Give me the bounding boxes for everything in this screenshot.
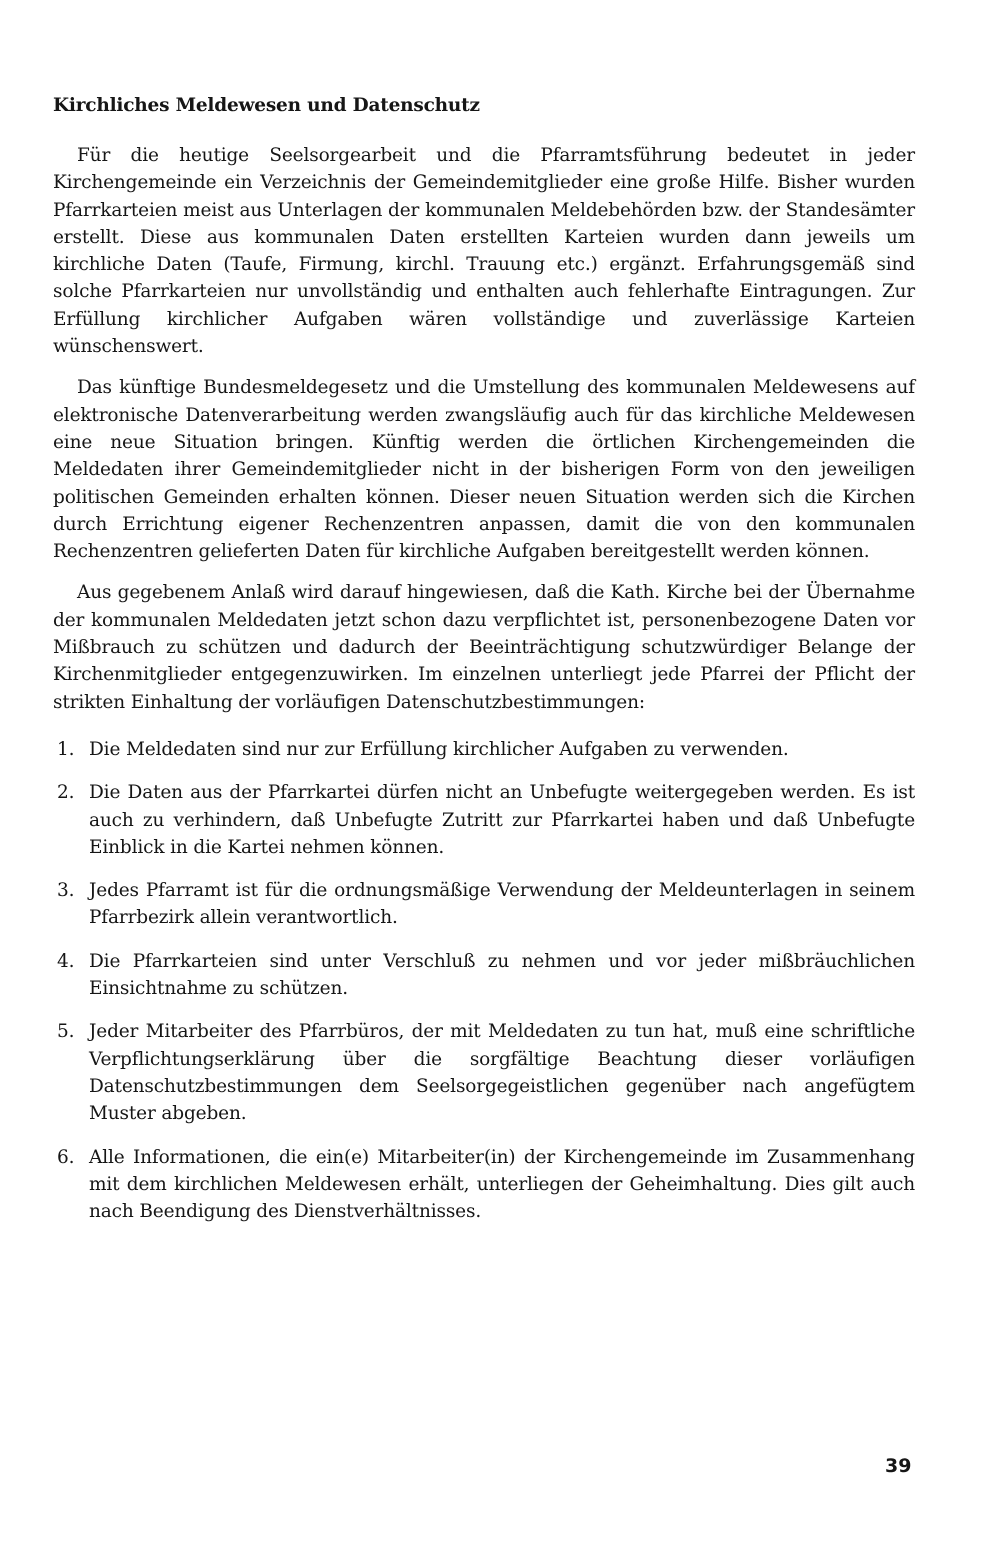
list-item-number: 1.	[57, 738, 75, 760]
list-item-number: 2.	[57, 782, 75, 804]
page-number: 39	[885, 1455, 912, 1477]
list-item-text: Jeder Mitarbeiter des Pfarrbüros, der mit Meldedaten zu tun hat, muß eine schriftliche Verpflichtungserklärung über die sorgfältige Beachtung dieser vorläufigen Datenschutzbestimmungen dem Seelsorgegeistlichen gegenüber nach angefügtem Muster abgeben.	[89, 1021, 915, 1125]
paragraph-datenschutz: Aus gegebenem Anlaß wird darauf hingewiesen, daß die Kath. Kirche bei der Übernahme der kommunalen Meldedaten jetzt schon dazu verpflichtet ist, personenbezogene Daten vor Mißbrauch zu schützen und dadurch der Beeinträchtigung schutzwürdiger Belange der Kirchenmitglieder entgegenzuwirken. Im einzelnen unterliegt jede Pfarrei der Pflicht der strikten Einhaltung der vorläufigen Datenschutzbestimmungen:	[53, 582, 915, 713]
list-item-text: Alle Informationen, die ein(e) Mitarbeiter(in) der Kirchengemeinde im Zusammenhang mit dem kirchlichen Meldewesen erhält, unterliegen der Geheimhaltung. Dies gilt auch nach Beendigung des Dienstverhältnisses.	[89, 1146, 915, 1223]
list-item-number: 4.	[57, 950, 75, 972]
list-item	[53, 779, 915, 861]
page-body	[53, 92, 915, 1241]
list-item-text: Die Pfarrkarteien sind unter Verschluß zu nehmen und vor jeder mißbräuchlichen Einsichtnahme zu schützen.	[89, 950, 915, 1000]
list-item-text: Jedes Pfarramt ist für die ordnungsmäßige Verwendung der Meldeunterlagen in seinem Pfarrbezirk allein verantwortlich.	[89, 880, 915, 929]
list-item	[53, 736, 915, 763]
list-item	[53, 1144, 915, 1226]
paragraph-bundesmeldegesetz: Das künftige Bundesmeldegesetz und die Umstellung des kommunalen Meldewesens auf elektronische Datenverarbeitung werden zwangsläufig auch für das kirchliche Meldewesen eine neue Situation bringen. Künftig werden die örtlichen Kirchengemeinden die Meldedaten ihrer Gemeindemitglieder nicht in der bisherigen Form von den jeweiligen politischen Gemeinden erhalten können. Dieser neuen Situation werden sich die Kirchen durch Errichtung eigener Rechenzentren anpassen, damit die von den kommunalen Rechenzentren gelieferten Daten für kirchliche Aufgaben bereitgestellt werden können.	[53, 377, 915, 563]
section-heading: Kirchliches Meldewesen und Datenschutz	[53, 95, 480, 116]
list-item-number: 6.	[57, 1146, 75, 1168]
paragraph-intro: Für die heutige Seelsorgearbeit und die Pfarramtsführung bedeutet in jeder Kirchengemeinde ein Verzeichnis der Gemeindemitglieder eine große Hilfe. Bisher wurden Pfarrkarteien meist aus Unterlagen der kommunalen Meldebehörden bzw. der Standesämter erstellt. Diese aus kommunalen Daten erstellten Karteien wurden dann jeweils um kirchliche Daten (Taufe, Firmung, kirchl. Trauung etc.) ergänzt. Erfahrungsgemäß sind solche Pfarrkarteien nur unvollständig und enthalten auch fehlerhafte Eintragungen. Zur Erfüllung kirchlicher Aufgaben wären vollständige und zuverlässige Karteien wünschenswert.	[53, 145, 915, 358]
list-item-number: 3.	[57, 880, 75, 902]
list-item-text: Die Meldedaten sind nur zur Erfüllung kirchlicher Aufgaben zu verwenden.	[89, 738, 789, 760]
list-item-text: Die Daten aus der Pfarrkartei dürfen nicht an Unbefugte weitergegeben werden. Es ist auch zu verhindern, daß Unbefugte Zutritt zur Pfarrkartei haben und daß Unbefugte Einblick in die Kartei nehmen können.	[89, 782, 915, 858]
rules-list	[53, 736, 915, 1225]
list-item	[53, 948, 915, 1003]
list-item-number: 5.	[57, 1021, 75, 1043]
list-item	[53, 877, 915, 932]
list-item	[53, 1018, 915, 1127]
